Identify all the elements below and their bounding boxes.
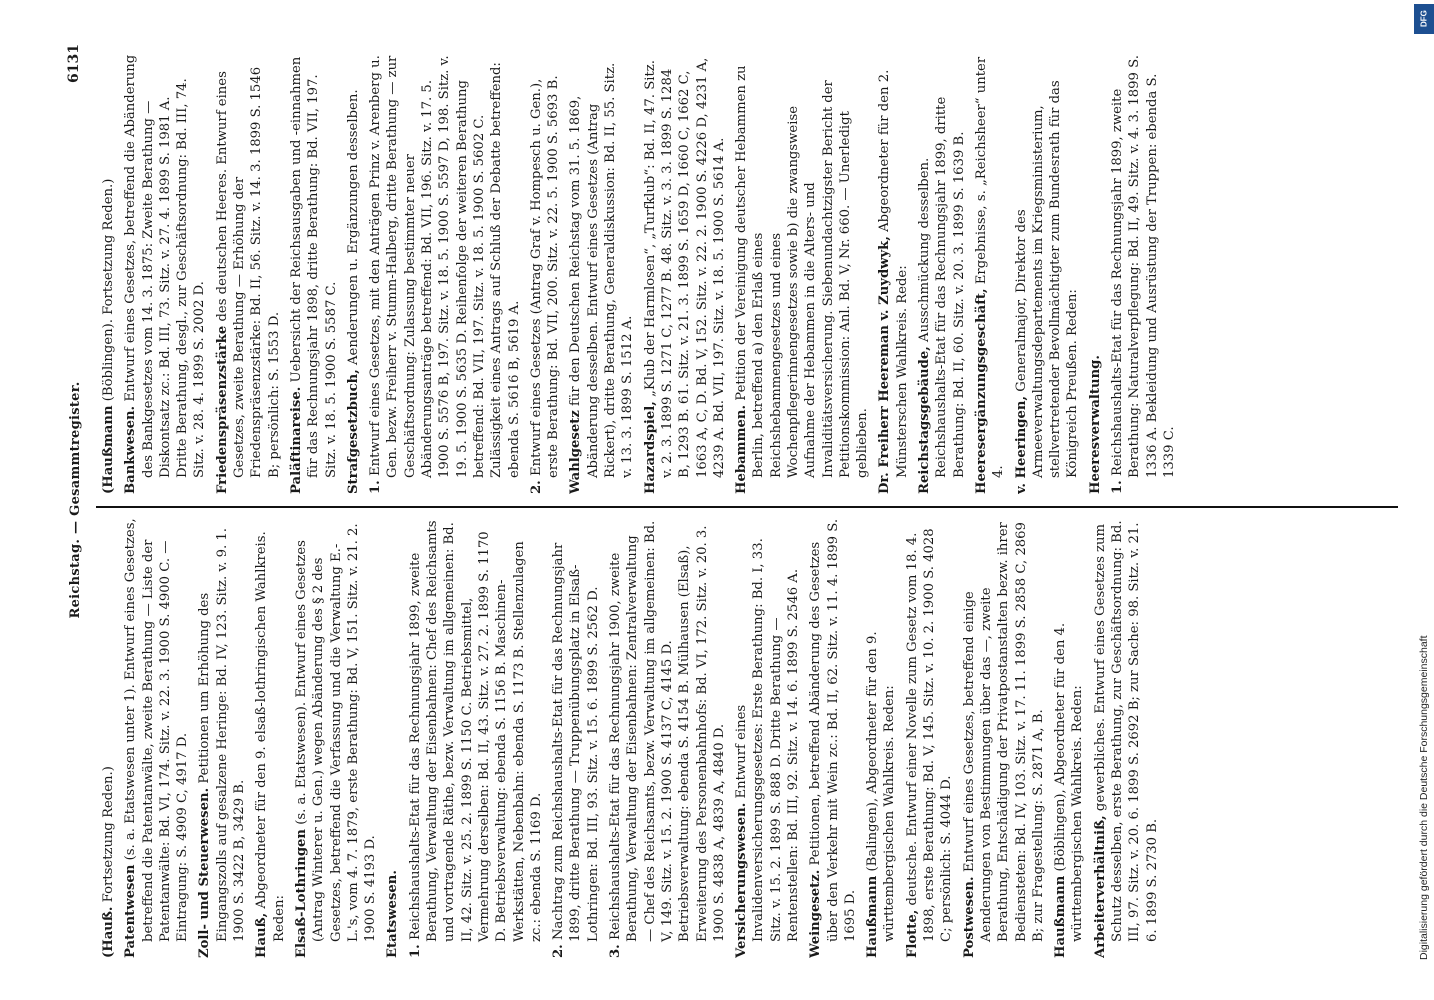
register-entry xyxy=(916,54,968,494)
entry-heading: (Haußmann xyxy=(101,405,116,494)
register-entry xyxy=(961,518,1047,958)
register-entry xyxy=(567,54,636,494)
page-number: 6131 xyxy=(66,44,82,83)
entry-text: für den Deutschen Reichstag vom 31. 5. 1869, Abänderung desselben. Entwurf eines Gesetzes (Antrag Rickert), dritte Berathung, Generaldiskussion: Bd. II, 55. Sitz. v. 13. 3. 1899 S. 1512 A. xyxy=(568,62,636,478)
register-entry xyxy=(384,518,401,958)
register-entry xyxy=(973,54,1008,494)
entry-text: Entwurf eines Gesetzes, mit den Anträgen Prinz v. Arenberg u. Gen. bezw. Freiherr v. Stumm-Halberg, dritte Berathung — zur Geschäftsordnung: Zulassung bestimmter neuer Abänderungsanträge betreffend: Bd. VII, 196. Sitz. v. 17. 5. 1900 S. 5576 B, 197. Sitz. v. 18. 5. 1900 S. 5597 D, 198. Sitz. v. 19. 5. 1900 S. 5635 D. Reihenfolge der weiteren Berathung betreffend: Bd. VII, 197. Sitz. v. 18. 5. 1900 S. 5602 C. Zulässigkeit eines Antrags auf Schluß der Debatte betreffend: ebenda S. 5616 B, 5619 A. xyxy=(368,55,522,478)
entry-heading: Strafgesetzbuch, xyxy=(345,369,361,494)
entry-text: (Böblingen). Fortsetzung Reden.) xyxy=(101,178,116,402)
entry-heading: Haußmann xyxy=(865,875,881,958)
entry-heading: Paläftinareise. xyxy=(288,386,304,494)
register-entry xyxy=(214,54,283,494)
register-entry xyxy=(1109,54,1178,494)
register-entry xyxy=(864,518,899,958)
entry-heading: 1. xyxy=(1110,480,1126,494)
register-entry xyxy=(122,54,208,494)
register-entry xyxy=(607,518,728,958)
register-entry xyxy=(122,518,191,958)
entry-text: (Balingen), Abgeordneter für den 9. württembergischen Wahlkreis. Reden: xyxy=(865,631,898,942)
entry-text: Entwurf eines Invalidenversicherungsgesetzes: Erste Berathung: Bd. I, 33. Sitz. v. 15. 2. 1899 S. 888 D. Dritte Berathung — Rentenstellen: Bd. III, 92. Sitz. v. 14. 6. 1899 S. 2546 A. xyxy=(734,538,801,942)
register-entry xyxy=(293,518,379,958)
entry-heading: Elsaß-Lothringen xyxy=(293,828,309,958)
dfg-logo: DFG xyxy=(1414,4,1434,34)
register-entry xyxy=(1087,54,1104,494)
entry-heading: (Hauß. xyxy=(101,906,116,958)
register-entry xyxy=(904,518,956,958)
digitization-note: Digitalisierung gefördert durch die Deutsche Forschungsgemeinschaft xyxy=(1418,635,1430,960)
entry-heading: 3. xyxy=(608,944,624,958)
register-entry xyxy=(100,518,117,958)
register-entry xyxy=(196,518,248,958)
entry-text: Petitionen um Erhöhung des Eingangszolls auf gesalzene Heringe: Bd. IV, 123. Sitz. v. 9. 1. 1900 S. 3422 B, 3429 B. xyxy=(197,528,248,942)
register-entry xyxy=(288,54,340,494)
register-entry xyxy=(1013,54,1082,494)
entry-heading: Hazardspiel, xyxy=(642,401,658,494)
register-entry xyxy=(1052,518,1087,958)
register-entry xyxy=(528,54,563,494)
entry-heading: Heeresverwaltung. xyxy=(1087,355,1103,494)
entry-heading: Zoll- und Steuerwesen. xyxy=(197,787,213,958)
entry-heading: Heeresergänzungsgeschäft, xyxy=(973,288,989,494)
entry-text: Aenderungen u. Ergänzungen desselben. xyxy=(345,89,361,365)
entry-text: Nachtrag zum Reichshaushalts-Etat für das Rechnungsjahr 1899, dritte Berathung — Truppenübungsplatz in Elsaß-Lothringen: Bd. III, 93. Sitz. v. 15. 6. 1899 S. 2562 D. xyxy=(551,542,601,942)
entry-heading: Patentwesen xyxy=(123,864,139,958)
entry-text: Uebersicht der Reichsausgaben und -einnahmen für das Rechnungsjahr 1898, dritte Berathung: Bd. VII, 197. Sitz. v. 18. 5. 1900 S. 5587 C. xyxy=(288,56,339,478)
entry-heading: Wahlgesetz xyxy=(568,410,584,494)
entry-heading: Versicherungswesen. xyxy=(734,802,750,958)
register-entry xyxy=(733,54,871,494)
entry-heading: 2. xyxy=(551,944,567,958)
entry-text: (s. a. Etatswesen). Entwurf eines Gesetzes (Antrag Winterer u. Gen.) wegen Abänderung des § 2 des Gesetzes, betreffend die Verfassung und die Verwaltung E.-L.'s, vom 4. 7. 1879, erste Berathung: Bd. V, 151. Sitz. v. 21. 2. 1900 S. 4193 D. xyxy=(293,523,379,942)
entry-text: Fortsetzung Reden.) xyxy=(101,766,116,903)
register-entry xyxy=(550,518,602,958)
entry-heading: Weingesetz. xyxy=(808,869,824,958)
entry-heading: Dr. Freiherr Heereman v. Zuydwyk, xyxy=(877,236,893,494)
register-entry xyxy=(367,54,523,494)
entry-text: „Klub der Harmlosen“, „Turfklub“: Bd. II, 47. Sitz. v. 2. 3. 1899 S. 1271 C, 1277 B. 48. Sitz. v. 3. 3. 1899 S. 1284 B, 1293 B. 61. Sitz. v. 21. 3. 1899 S. 1659 D, 1660 C, 1662 C, 1663 A, C, D. Bd. V, 152. Sitz. v. 22. 2. 1900 S. 4226 D, 4231 A, 4239 A. Bd. VII, 197. Sitz. v. 18. 5. 1900 S. 5614 A. xyxy=(642,57,727,478)
entry-text: Abgeordneter für den 9. elsaß-lothringischen Wahlkreis. Reden: xyxy=(254,531,287,942)
register-entry xyxy=(807,518,859,958)
entry-text: Reichshaushalts-Etat für das Rechnungsjahr 1899, zweite Berathung: Naturalverpflegung: Bd. II, 49. Sitz. v. 4. 3. 1899 S. 1336 A. Bekleidung und Ausrüstung der Truppen: ebenda S. 1339 C. xyxy=(1110,55,1177,478)
entry-text: Reichshaushalts-Etat für das Rechnungsjahr 1900, zweite Berathung, Verwaltung der Eisenbahnen: Zentralverwaltung — Chef des Reichsamts, bezw. Verwaltung im allgemeinen: Bd. V, 149. Sitz. v. 15. 2. 1900 S. 4137 C, 4145 D. Betriebsverwaltung: ebenda S. 4154 B. Mülhausen (Elsaß), Erweiterung des Personenbahnhofs: Bd. VI, 172. Sitz. v. 20. 3. 1900 S. 4838 A, 4839 A, 4840 D. xyxy=(608,520,727,942)
entry-text: Petitionen, betreffend Abänderung des Gesetzes über den Verkehr mit Wein zc.: Bd. II, 62. Sitz. v. 11. 4. 1899 S. 1695 D. xyxy=(808,518,858,942)
entry-heading: 2. xyxy=(528,480,544,494)
entry-heading: Hebammen. xyxy=(734,404,750,494)
entry-heading: Reichstagsgebäude, xyxy=(917,346,933,494)
entry-heading: Etatswesen. xyxy=(385,870,401,958)
entry-text: Abgeordneter für den 2. Münsterschen Wahlkreis. Rede: xyxy=(877,69,910,478)
register-entry xyxy=(876,54,911,494)
entry-text: Generalmajor, Direktor des Armeeverwaltungsdepartements im Kriegsministerium, stellvertretender Bevollmächtigter zum Bundesrath für das Königreich Preußen. Reden: xyxy=(1013,80,1081,478)
entry-text: deutsche. Entwurf einer Novelle zum Gesetz vom 18. 4. 1898, erste Berathung: Bd. V, 145. Sitz. v. 10. 2. 1900 S. 4028 C; persönlich: S. 4044 D. xyxy=(904,528,955,942)
entry-heading: 1. xyxy=(407,944,423,958)
column-divider xyxy=(96,506,1398,508)
entry-text: Entwurf eines Gesetzes (Antrag Graf v. Hompesch u. Gen.), erste Berathung: Bd. VII, 200. Sitz. v. 22. 5. 1900 S. 5693 B. xyxy=(528,75,562,478)
entry-heading: Friedenspräsenzstärke xyxy=(214,325,230,494)
register-entry xyxy=(345,54,362,494)
entry-text: (Böblingen), Abgeordneter für den 4. württembergischen Wahlkreis. Reden: xyxy=(1053,622,1086,942)
entry-heading: Hauß, xyxy=(254,912,270,958)
entry-text: Petition der Vereinigung deutscher Hebammen zu Berlin, betreffend a) den Erlaß eines Reichshebammengesetzes und eines Wochenpflegerinnengesetzes sowie b) die zwangsweise Aufnahme der Hebammen in die Alters- und Invaliditätsversicherung. Siebenundachtzigster Bericht der Petitionskommission: Anl. Bd. V, Nr. 660. — Unerledigt geblieben. xyxy=(734,65,871,478)
entry-heading: Haußmann xyxy=(1053,875,1069,958)
running-title: Reichstag. — Gesammtregister. xyxy=(68,381,83,619)
rotated-page-content xyxy=(62,40,1402,960)
entry-text: Entwurf eines Gesetzes, betreffend die Abänderung des Bankgesetzes vom 14. 3. 1875: Zweite Berathung — Diskontsatz zc.: Bd. III, 73. Sitz. v. 27. 4. 1899 S. 1981 A. Dritte Berathung, desgl., zur Geschäftsordnung: Bd. III, 74. Sitz. v. 28. 4. 1899 S. 2002 D. xyxy=(123,54,208,478)
entry-text: Entwurf eines Gesetzes, betreffend einige Aenderungen von Bestimmungen über das —, zweite Berathung, Entschädigung der Privatpostanstalten bezw. ihrer Bediensteten: Bd. IV, 103. Sitz. v. 17. 11. 1899 S. 2858 C, 2869 B; zur Fragestellung: S. 2871 A, B. xyxy=(961,522,1046,942)
entry-text: (s. a. Etatswesen unter 1). Entwurf eines Gesetzes, betreffend die Patentanwälte, zweite Berathung — Liste der Patentanwälte: Bd. VI, 174. Sitz. v. 22. 3. 1900 S. 4900 C. — Eintragung: S. 4909 C, 4917 D. xyxy=(123,518,191,942)
register-entry xyxy=(407,518,545,958)
entry-heading: Flotte, xyxy=(904,909,920,958)
entry-text: Ergebnisse, s. „Reichsheer“ unter 4. xyxy=(973,56,1007,478)
entry-heading: v. Heeringen, xyxy=(1013,395,1029,494)
entry-heading: Postwesen. xyxy=(961,876,977,958)
entry-heading: Bankwesen. xyxy=(123,405,139,494)
page-header xyxy=(62,40,92,960)
entry-text: Ausschmückung desselben. Reichshaushalts-Etat für das Rechnungsjahr 1899, dritte Berathung: Bd. II, 60. Sitz. v. 20. 3. 1899 S. 1639 B. xyxy=(917,96,967,478)
entry-heading: Arbeiterverhältniß, xyxy=(1092,815,1108,958)
entry-text: Reichshaushalts-Etat für das Rechnungsjahr 1899, zweite Berathung, Verwaltung der Eisenbahnen: Chef des Reichsamts und vortragende Räthe, bezw. Verwaltung im allgemeinen: Bd. II, 42. Sitz. v. 25. 2. 1899 S. 1150 C. Betriebsmittel, Vermehrung derselben: Bd. II, 43. Sitz. v. 27. 2. 1899 S. 1170 D. Betriebsverwaltung: ebenda S. 1156 B. Maschinen-Werkstätten, Nebenbahn: ebenda S. 1173 B. Stellenzulagen zc.: ebenda S. 1169 D. xyxy=(407,520,544,942)
entry-text: des deutschen Heeres. Entwurf eines Gesetzes, zweite Berathung — Erhöhung der Friedenspräsenzstärke: Bd. II, 56. Sitz. v. 14. 3. 1899 S. 1546 B; persönlich: S. 1553 D. xyxy=(214,66,282,478)
register-entry xyxy=(100,54,117,494)
register-entry xyxy=(1092,518,1161,958)
right-column xyxy=(100,54,1390,494)
register-entry xyxy=(642,54,728,494)
register-entry xyxy=(253,518,288,958)
register-entry xyxy=(733,518,802,958)
left-column xyxy=(100,518,1390,958)
entry-heading: 1. xyxy=(368,480,384,494)
entry-text: gewerbliches. Entwurf eines Gesetzes zum Schutz desselben, erste Berathung, zur Geschäftsordnung: Bd. III, 97. Sitz. v. 20. 6. 1899 S. 2692 B; zur Sache: 98. Sitz. v. 21. 6. 1899 S. 2730 B. xyxy=(1092,520,1160,942)
